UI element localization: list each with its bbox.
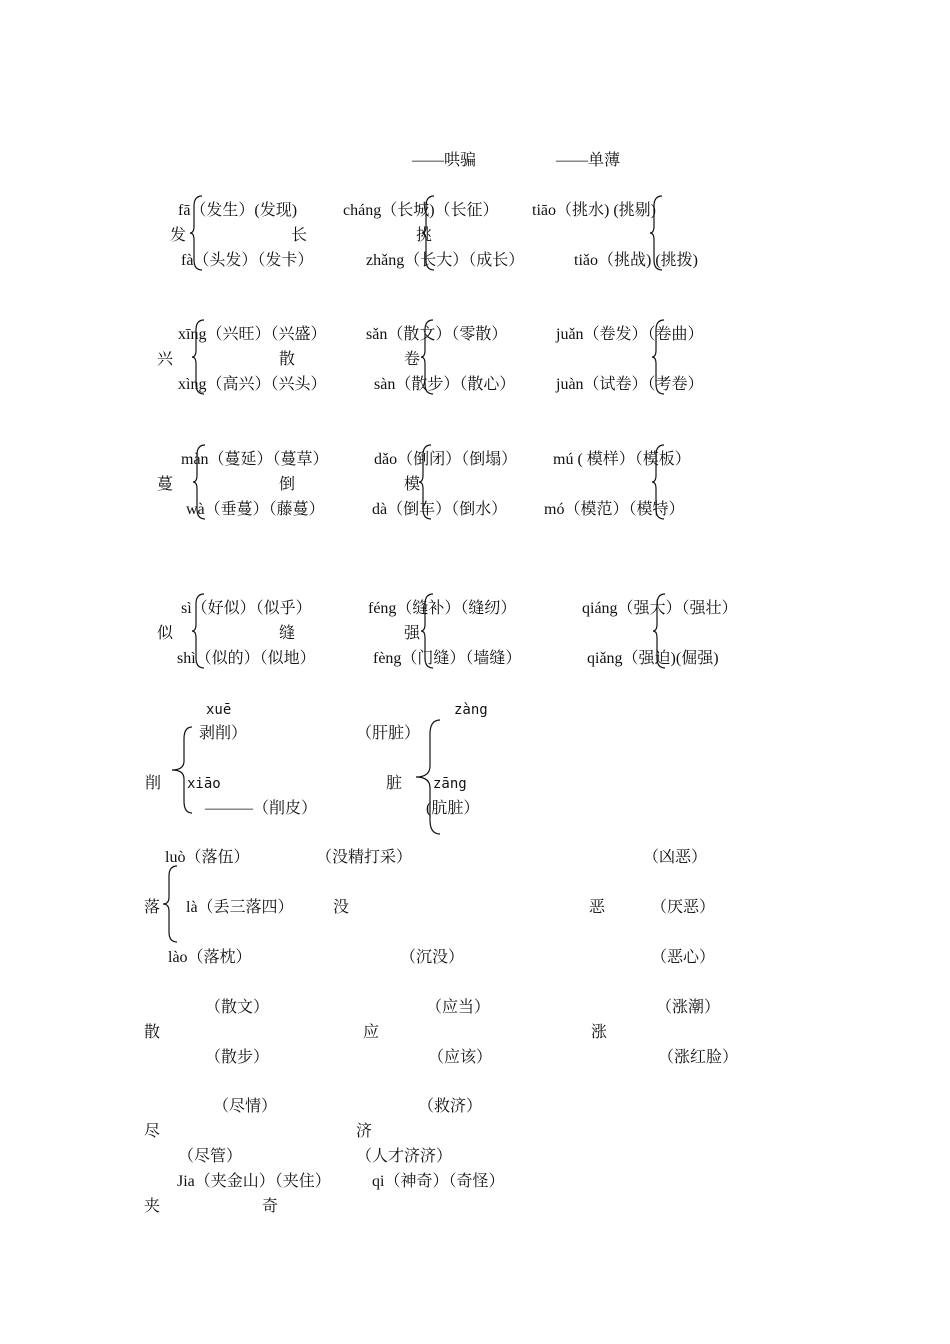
san2-char: 散 <box>144 1024 161 1041</box>
dao-brace <box>419 445 435 519</box>
zhang-char: 涨 <box>591 1024 608 1041</box>
xing-bot: xìng（高兴）（兴头） <box>178 376 327 393</box>
e-word2: （厌恶） <box>651 899 716 916</box>
chang-bot: zhǎng（长大）（成长） <box>366 252 525 269</box>
jin-char: 尽 <box>144 1123 161 1140</box>
xue-char: 削 <box>145 775 162 792</box>
qiang-top: qiáng（强大）（强壮） <box>582 600 738 617</box>
luo-line2: là（丢三落四） <box>186 899 294 916</box>
qiang-char: 强 <box>404 625 421 642</box>
qi-word: qi（神奇）（奇怪） <box>372 1173 505 1190</box>
ji-word2: （人才济济） <box>356 1148 453 1165</box>
xing-char: 兴 <box>157 351 174 368</box>
fa-bot: fà（头发）（发卡） <box>181 252 314 269</box>
tiao-bot: tiǎo（挑战) (挑拨) <box>574 252 698 269</box>
tiao-brace <box>650 196 666 270</box>
qiang-bot: qiǎng（强迫)(倔强) <box>587 650 719 667</box>
dao-char: 倒 <box>279 476 296 493</box>
xing-brace <box>192 320 208 394</box>
luo-line1: luò（落伍） <box>165 849 250 866</box>
mei-word1: （没精打采） <box>316 849 413 866</box>
xiao-word: ———（削皮） <box>205 800 318 817</box>
fa-top: fā（发生）(发现) <box>178 202 298 219</box>
xue-pinyin: xuē <box>206 702 232 718</box>
qiang-brace <box>653 594 669 668</box>
qi-char: 奇 <box>262 1198 279 1215</box>
san-char: 散 <box>279 351 296 368</box>
xing-top: xīng（兴旺）（兴盛） <box>178 326 327 343</box>
san-brace <box>421 320 437 394</box>
tiao-top: tiāo（挑水) (挑剔) <box>532 202 656 219</box>
jin-word1: （尽情） <box>213 1098 278 1115</box>
mu-char: 模 <box>404 476 421 493</box>
zang-char: 脏 <box>386 775 403 792</box>
si-brace <box>192 594 208 668</box>
luo-line3: lào（落枕） <box>168 949 252 966</box>
si-char: 似 <box>157 625 174 642</box>
ji-word1: （救济） <box>418 1098 483 1115</box>
man-char: 蔓 <box>157 476 174 493</box>
fa-char: 发 <box>170 227 187 244</box>
luo-char: 落 <box>144 899 161 916</box>
feng-bot: fèng（门缝）（墙缝） <box>373 650 522 667</box>
man-brace <box>193 445 209 519</box>
ying-word1: （应当） <box>426 999 491 1016</box>
juan-top: juǎn（卷发）（卷曲） <box>556 326 704 343</box>
san-top: sǎn（散文）（零散） <box>366 326 508 343</box>
feng-brace <box>421 594 437 668</box>
luo-brace <box>163 866 181 942</box>
mu-top: mú ( 模样）（模板） <box>553 451 691 468</box>
feng-top: féng（缝补）（缝纫） <box>368 600 517 617</box>
man-bot: wà（垂蔓）（藤蔓） <box>186 501 325 518</box>
juan-brace <box>652 320 668 394</box>
ying-char: 应 <box>363 1024 380 1041</box>
header-word-1: ——哄骗 <box>412 152 477 169</box>
e-word1: （凶恶） <box>643 849 708 866</box>
zang-pinyin: zàng <box>454 702 488 718</box>
fa-brace <box>190 196 206 270</box>
zang2-pinyin: zāng <box>433 776 467 792</box>
si-top: sì（好似）（似乎） <box>181 600 312 617</box>
jia-char: 夹 <box>144 1198 161 1215</box>
juan-bot: juàn（试卷）（考卷） <box>556 376 704 393</box>
jia-word: Jia（夹金山）（夹住） <box>177 1173 331 1190</box>
zhang-word2: （涨红脸） <box>658 1049 739 1066</box>
zang2-word: (肮脏） <box>426 800 480 817</box>
zang-brace <box>414 720 444 834</box>
chang-char: 长 <box>291 227 308 244</box>
ji-char: 济 <box>356 1123 373 1140</box>
jin-word2: （尽管） <box>178 1148 243 1165</box>
e-word3: （恶心） <box>651 949 716 966</box>
juan-char: 卷 <box>404 351 421 368</box>
e-char: 恶 <box>589 899 606 916</box>
xue-brace <box>170 727 196 813</box>
mu-brace <box>652 445 668 519</box>
mu-bot: mó（模范）（模特） <box>544 501 685 518</box>
san-bot: sàn（散步）（散心） <box>374 376 516 393</box>
ying-word2: （应该） <box>428 1049 493 1066</box>
san2-word1: （散文） <box>205 999 270 1016</box>
mei-char: 没 <box>333 899 350 916</box>
header-word-2: ——单薄 <box>556 152 621 169</box>
tiao-char: 挑 <box>416 227 433 244</box>
zang-word: （肝脏） <box>356 725 421 742</box>
dao-bot: dà（倒车）（倒水） <box>372 501 508 518</box>
dao-top: dǎo（倒闭）（倒塌） <box>374 451 518 468</box>
si-bot: shì（似的）（似地） <box>177 650 316 667</box>
zhang-word1: （涨潮） <box>656 999 721 1016</box>
mei-word2: （沉没） <box>400 949 465 966</box>
man-top: màn（蔓延）（蔓草） <box>181 451 329 468</box>
san2-word2: （散步） <box>205 1049 270 1066</box>
feng-char: 缝 <box>279 625 296 642</box>
chang-top: cháng（长城)（长征） <box>343 202 499 219</box>
xiao-pinyin: xiāo <box>187 776 221 792</box>
xue-word: 剥削） <box>199 725 248 742</box>
